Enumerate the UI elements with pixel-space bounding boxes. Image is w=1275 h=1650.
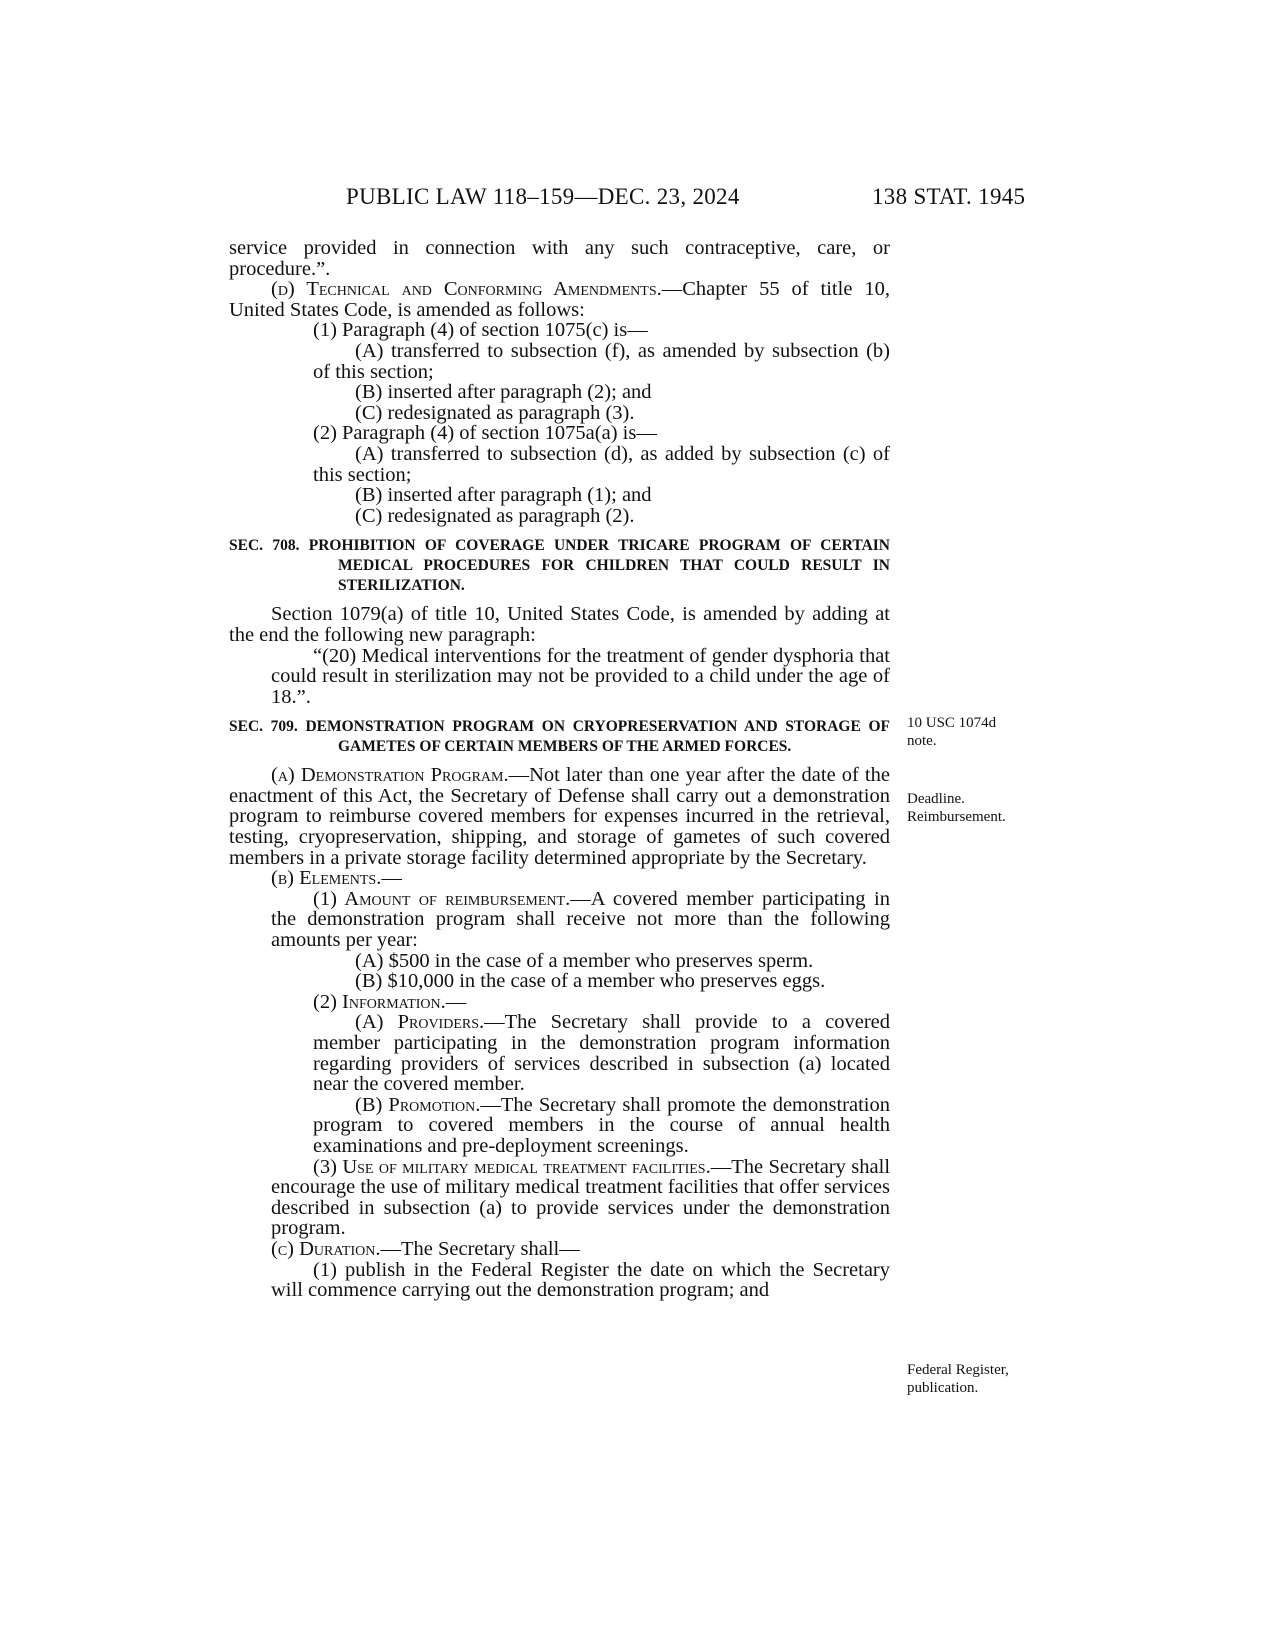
margin-note-federal-register — [907, 1361, 1009, 1397]
paragraph: service provided in connection with any such contraceptive, care, or procedure.”. — [229, 237, 890, 280]
list-item: (A) transferred to subsection (d), as added by subsection (c) of this section; — [313, 442, 890, 486]
dash: — — [381, 867, 402, 890]
paragraph-a — [229, 765, 890, 868]
paragraph-text: —The Secretary shall provide to a covered member participating in the demonstration program information regarding providers of services described in subsection (a) located near the covered member. — [313, 1011, 890, 1096]
list-item: (B) inserted after paragraph (1); and — [355, 484, 652, 507]
paragraph-heading: (2) Information. — [313, 990, 446, 1013]
subsection-heading: (d) Technical and Conforming Amendments. — [271, 278, 662, 301]
running-header-page-number: 138 STAT. 1945 — [872, 184, 1026, 209]
list-item: (1) publish in the Federal Register the date on which the Secretary will commence carrying out the demonstration program; and — [271, 1258, 890, 1302]
margin-note-line: Deadline. — [907, 791, 965, 807]
body-text — [229, 238, 890, 1301]
paragraph: Section 1079(a) of title 10, United States Code, is amended by adding at the end the following new paragraph: — [229, 603, 890, 646]
paragraph-text: —The Secretary shall promote the demonstration program to covered members in the course of annual health examinations and pre-deployment screenings. — [313, 1093, 890, 1157]
paragraph-b2a — [229, 1012, 890, 1094]
margin-note-usc: 10 USC 1074d note. — [907, 715, 997, 749]
margin-note-deadline — [907, 790, 1006, 826]
paragraph-heading: (1) Amount of reimbursement. — [313, 887, 571, 910]
paragraph-c — [229, 1239, 890, 1260]
paragraph-b2 — [229, 992, 890, 1013]
paragraph-b2b — [229, 1095, 890, 1157]
paragraph-text: —A covered member participating in the demonstration program shall receive not more than the following amounts per year: — [271, 887, 891, 952]
section-heading-709: SEC. 709. DEMONSTRATION PROGRAM ON CRYOPRESERVATION AND STORAGE OF GAMETES OF CERTAIN MEMBERS OF THE ARMED FORCES. — [229, 718, 890, 756]
paragraph-heading: (B) Promotion. — [355, 1093, 481, 1116]
paragraph-text: —Chapter 55 of title 10, United States Code, is amended as follows: — [229, 278, 890, 321]
paragraph-b — [229, 868, 890, 889]
paragraph-heading: (A) Providers. — [355, 1011, 485, 1034]
subsection-heading: (a) Demonstration Program. — [271, 764, 509, 787]
list-item: (C) redesignated as paragraph (2). — [355, 504, 635, 527]
paragraph-heading: (3) Use of military medical treatment facilities. — [313, 1155, 711, 1178]
section-heading-708: SEC. 708. PROHIBITION OF COVERAGE UNDER TRICARE PROGRAM OF CERTAIN MEDICAL PROCEDURES FOR CHILDREN THAT COULD RESULT IN STERILIZATION. — [229, 537, 890, 595]
list-item: (B) $10,000 in the case of a member who preserves eggs. — [355, 970, 826, 993]
paragraph-text: —The Secretary shall— — [380, 1237, 580, 1260]
paragraph-d — [229, 279, 890, 320]
paragraph-b1 — [229, 889, 890, 951]
paragraph-text: —Not later than one year after the date of the enactment of this Act, the Secretary of Defense shall carry out a demonstration program to reimburse covered members for expenses incurred in the retrieval, testing, cryopreservation, shipping, and storage of gametes of such covered members in a private storage facility determined appropriate by the Secretary. — [229, 764, 890, 869]
margin-note-line: Reimbursement. — [907, 809, 1006, 825]
list-item: (1) Paragraph (4) of section 1075(c) is— — [313, 319, 648, 342]
subsection-heading: (c) Duration. — [271, 1237, 381, 1260]
quoted-paragraph: “(20) Medical interventions for the treatment of gender dysphoria that could result in sterilization may not be provided to a child under the age of 18.”. — [271, 644, 890, 708]
running-header-title: PUBLIC LAW 118–159—DEC. 23, 2024 — [346, 184, 740, 209]
margin-note-line: Federal Register, — [907, 1362, 1009, 1378]
dash: — — [445, 990, 467, 1013]
list-item: (C) redesignated as paragraph (3). — [355, 401, 635, 424]
paragraph-text: —The Secretary shall encourage the use of military medical treatment facilities that offer services described in subsection (a) to provide services under the demonstration program. — [271, 1155, 891, 1240]
subsection-heading: (b) Elements. — [271, 867, 382, 890]
paragraph-b3 — [229, 1157, 890, 1239]
list-item: (A) $500 in the case of a member who preserves sperm. — [355, 949, 814, 972]
list-item: (2) Paragraph (4) of section 1075a(a) is— — [313, 422, 657, 445]
margin-note-line: publication. — [907, 1380, 979, 1396]
list-item: (A) transferred to subsection (f), as amended by subsection (b) of this section; — [313, 339, 890, 383]
list-item: (B) inserted after paragraph (2); and — [355, 381, 652, 404]
